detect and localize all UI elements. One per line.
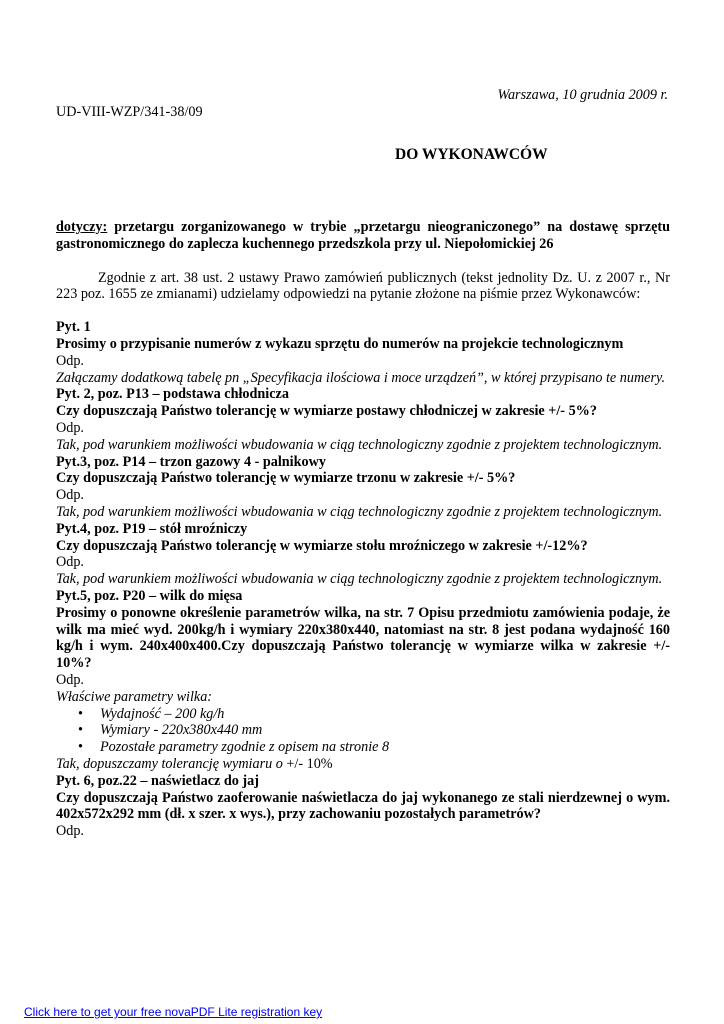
qa-section <box>56 319 670 840</box>
bullet-icon: • <box>78 739 83 756</box>
bullet-icon: • <box>78 722 83 739</box>
bullet-icon: • <box>78 705 83 722</box>
question-title: Pyt. 6, poz.22 – naświetlacz do jaj <box>56 772 259 789</box>
list-item-text: Wydajność – 200 kg/h <box>100 705 225 722</box>
answer-end-normal: +/- 10% <box>282 755 333 772</box>
answer-label: Odp. <box>56 487 84 504</box>
answer-label: Odp. <box>56 823 84 840</box>
question-text: Prosimy o ponowne określenie parametrów wilka, na str. 7 Opisu przedmiotu zamówienia podaje, że wilk ma mieć wyd. 200kg/h i wymiary 220x380x440, natomiast na str. 8 jest podana wydajność 160 kg/h i wym. 240x400x400.Czy dopuszczają Państwo tolerancję w wymiarze wilka w zakresie +/- 10%? <box>56 604 670 672</box>
list-item-text: Wymiary - 220x380x440 mm <box>100 722 263 739</box>
answer-text: Załączamy dodatkową tabelę pn „Specyfikacja ilościowa i moce urządzeń”, w której przypisano te numery. <box>56 369 666 386</box>
question-text: Czy dopuszczają Państwo tolerancję w wymiarze postawy chłodniczej w zakresie +/- 5%? <box>56 403 597 420</box>
registration-key-link[interactable]: Click here to get your free novaPDF Lite registration key <box>24 1005 323 1019</box>
list-item <box>78 722 670 739</box>
question-text: Prosimy o przypisanie numerów z wykazu sprzętu do numerów na projekcie technologicznym <box>56 335 624 352</box>
answer-label: Odp. <box>56 419 84 436</box>
answer-label: Odp. <box>56 352 84 369</box>
list-item <box>78 739 670 756</box>
answer-intro: Właściwe parametry wilka: <box>56 688 213 705</box>
question-title: Pyt. 1 <box>56 319 91 336</box>
question-title: Pyt.5, poz. P20 – wilk do mięsa <box>56 587 243 604</box>
answer-text: Tak, pod warunkiem możliwości wbudowania w ciąg technologiczny zgodnie z projektem technologicznym. <box>56 436 663 453</box>
reference-number: UD-VIII-WZP/341-38/09 <box>56 104 203 120</box>
list-item-text: Pozostałe parametry zgodnie z opisem na stronie 8 <box>100 739 390 756</box>
list-item <box>78 705 670 723</box>
answer-label: Odp. <box>56 671 84 688</box>
intro-paragraph: Zgodnie z art. 38 ust. 2 ustawy Prawo zamówień publicznych (tekst jednolity Dz. U. z 2007 r., Nr 223 poz. 1655 ze zmianami) udzielamy odpowiedzi na pytanie złożone na piśmie przez Wykonawców: <box>56 269 670 303</box>
addressee-heading: DO WYKONAWCÓW <box>395 146 548 163</box>
subject-label: dotyczy: <box>56 219 108 235</box>
subject-text: przetargu zorganizowanego w trybie „przetargu nieograniczonego” na dostawę sprzętu gastronomicznego do zaplecza kuchennego przedszkola przy ul. Niepołomickiej 26 <box>56 219 670 252</box>
question-title: Pyt. 2, poz. P13 – podstawa chłodnicza <box>56 386 289 403</box>
subject-paragraph <box>56 219 670 253</box>
question-text: Czy dopuszczają Państwo zaoferowanie naświetlacza do jaj wykonanego ze stali nierdzewnej o wym. 402x572x292 mm (dł. x szer. x wys.), przy zachowaniu pozostałych parametrów? <box>56 789 670 823</box>
question-text: Czy dopuszczają Państwo tolerancję w wymiarze stołu mroźniczego w zakresie +/-12%? <box>56 537 588 554</box>
question-title: Pyt.4, poz. P19 – stół mroźniczy <box>56 520 248 537</box>
answer-label: Odp. <box>56 554 84 571</box>
parameter-list <box>56 706 670 756</box>
letter-body <box>56 219 670 840</box>
answer-text <box>56 756 670 773</box>
question-text: Czy dopuszczają Państwo tolerancję w wymiarze trzonu w zakresie +/- 5%? <box>56 470 516 487</box>
document-date: Warszawa, 10 grudnia 2009 r. <box>497 87 668 103</box>
answer-text: Tak, pod warunkiem możliwości wbudowania w ciąg technologiczny zgodnie z projektem technologicznym. <box>56 503 663 520</box>
question-title: Pyt.3, poz. P14 – trzon gazowy 4 - palnikowy <box>56 453 326 470</box>
answer-text: Tak, pod warunkiem możliwości wbudowania w ciąg technologiczny zgodnie z projektem technologicznym. <box>56 571 663 588</box>
answer-end-italic: Tak, dopuszczamy tolerancję wymiaru o <box>56 755 283 772</box>
